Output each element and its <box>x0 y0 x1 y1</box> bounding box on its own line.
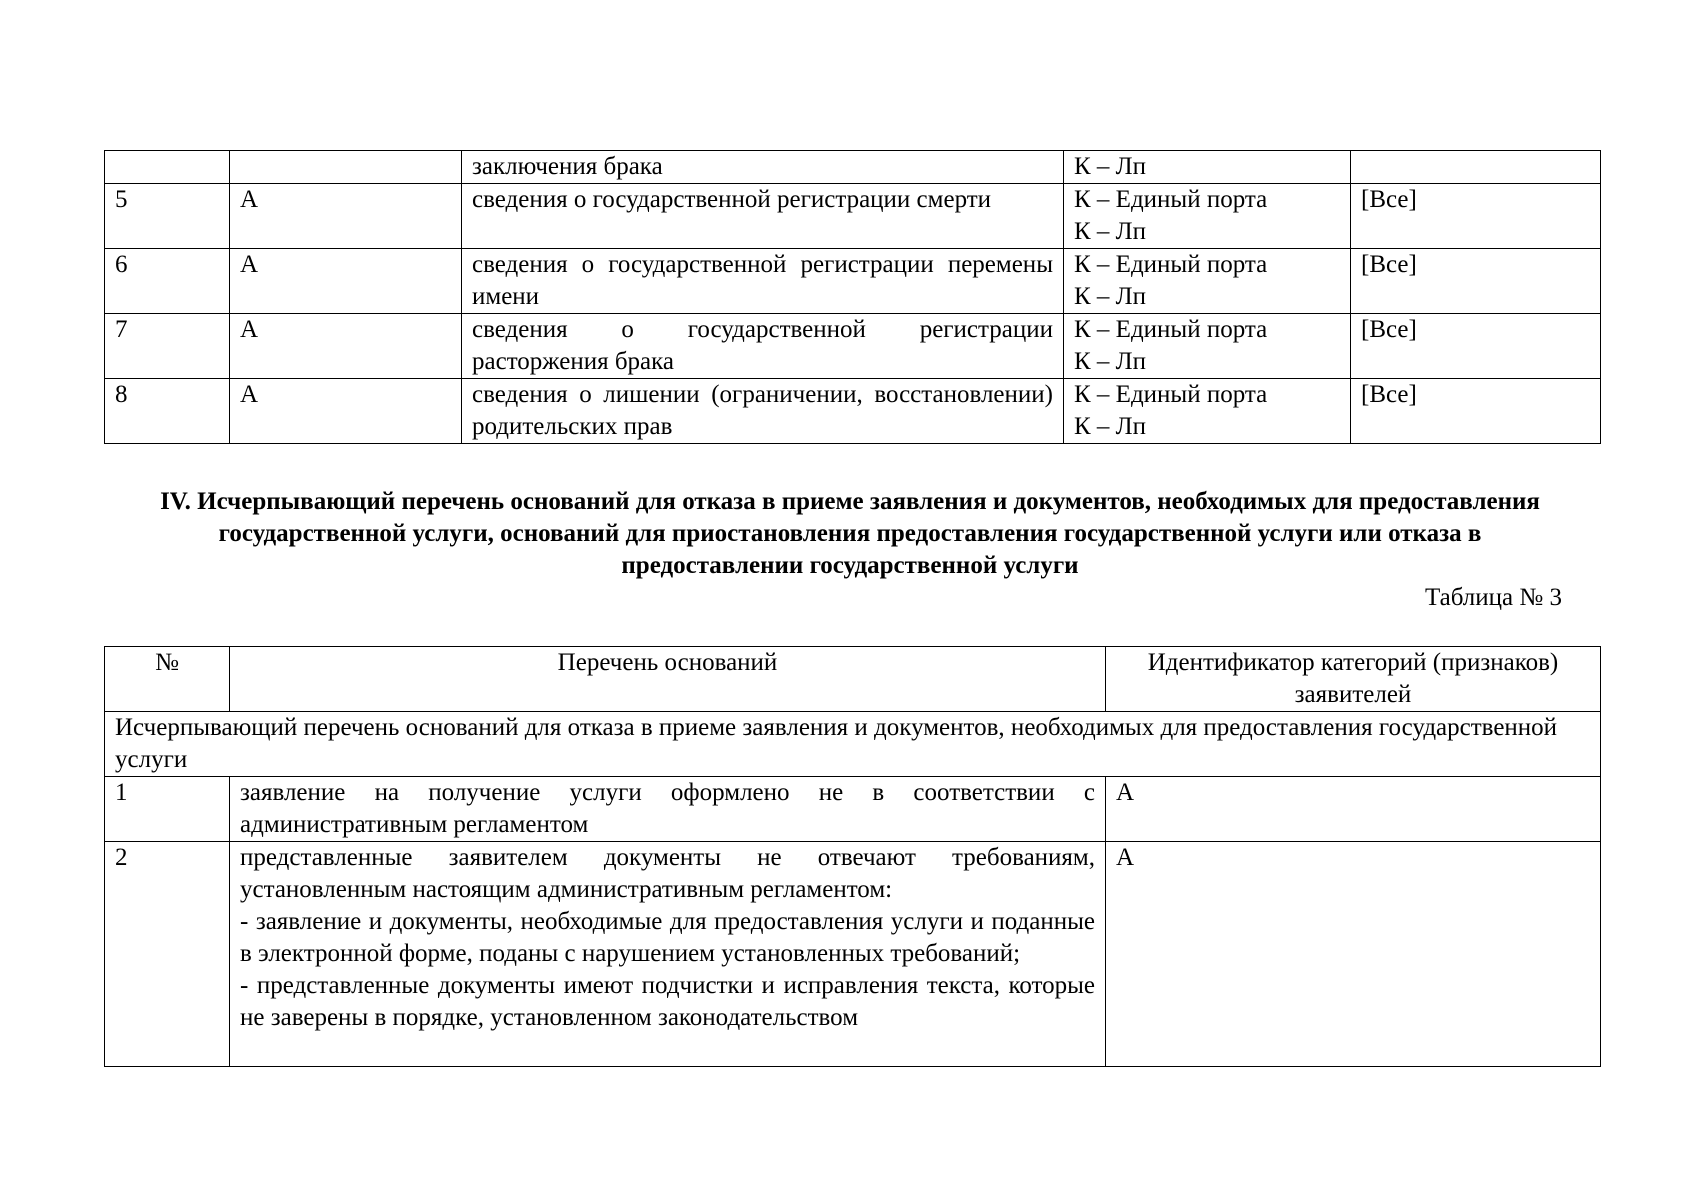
group-title: Исчерпывающий перечень оснований для отказа в приеме заявления и документов, необходимых для предоставления государственной услуги <box>105 712 1601 777</box>
applicant-category: А <box>230 249 462 314</box>
info-description: сведения о государственной регистрации расторжения брака <box>462 314 1064 379</box>
applicant-identifier: А <box>1106 777 1601 842</box>
row-number: 8 <box>105 379 230 444</box>
ground-description: представленные заявителем документы не отвечают требованиям, установленным настоящим административным регламентом: - заявление и документы, необходимые для предоставления услуги и поданные в электронной форме, поданы с нарушением установленных требований; - представленные документы имеют подчистки и исправления текста, которые не заверены в порядке, установленном законодательством <box>230 842 1106 1067</box>
info-description: сведения о государственной регистрации перемены имени <box>462 249 1064 314</box>
column-header-identifier: Идентификатор категорий (признаков) заявителей <box>1106 647 1601 712</box>
row-number: 1 <box>105 777 230 842</box>
request-channel: К – Единый порта К – Лп <box>1064 314 1351 379</box>
table-row <box>105 249 1601 314</box>
info-description: сведения о лишении (ограничении, восстановлении) родительских прав <box>462 379 1064 444</box>
request-channel: К – Лп <box>1064 151 1351 184</box>
request-channel: К – Единый порта К – Лп <box>1064 249 1351 314</box>
applicant-category: А <box>230 184 462 249</box>
section-heading: IV. Исчерпывающий перечень оснований для отказа в приеме заявления и документов, необходимых для предоставления государственной услуги, оснований для приостановления предоставления государственной услуги или отказа в предоставлении государственной услуги <box>160 488 1540 579</box>
request-channel: К – Единый порта К – Лп <box>1064 184 1351 249</box>
info-sources-table <box>104 150 1601 444</box>
table-header-row <box>105 647 1601 712</box>
table-row <box>105 379 1601 444</box>
table-row <box>105 777 1601 842</box>
row-number: 7 <box>105 314 230 379</box>
column-header-grounds: Перечень оснований <box>230 647 1106 712</box>
row-number: 6 <box>105 249 230 314</box>
table-row <box>105 151 1601 184</box>
request-channel: К – Единый порта К – Лп <box>1064 379 1351 444</box>
table-row <box>105 842 1601 1067</box>
row-number <box>105 151 230 184</box>
applicant-identifier: А <box>1106 842 1601 1067</box>
scope <box>1351 151 1601 184</box>
table-caption: Таблица № 3 <box>1424 584 1562 611</box>
scope: [Все] <box>1351 184 1601 249</box>
refusal-grounds-table <box>104 646 1601 1067</box>
scope: [Все] <box>1351 379 1601 444</box>
applicant-category <box>230 151 462 184</box>
info-description: заключения брака <box>462 151 1064 184</box>
info-description: сведения о государственной регистрации смерти <box>462 184 1064 249</box>
table-row <box>105 184 1601 249</box>
applicant-category: А <box>230 379 462 444</box>
group-title-row <box>105 712 1601 777</box>
scope: [Все] <box>1351 314 1601 379</box>
table-row <box>105 314 1601 379</box>
applicant-category: А <box>230 314 462 379</box>
column-header-number: № <box>105 647 230 712</box>
ground-description: заявление на получение услуги оформлено не в соответствии с административным регламентом <box>230 777 1106 842</box>
row-number: 2 <box>105 842 230 1067</box>
row-number: 5 <box>105 184 230 249</box>
scope: [Все] <box>1351 249 1601 314</box>
